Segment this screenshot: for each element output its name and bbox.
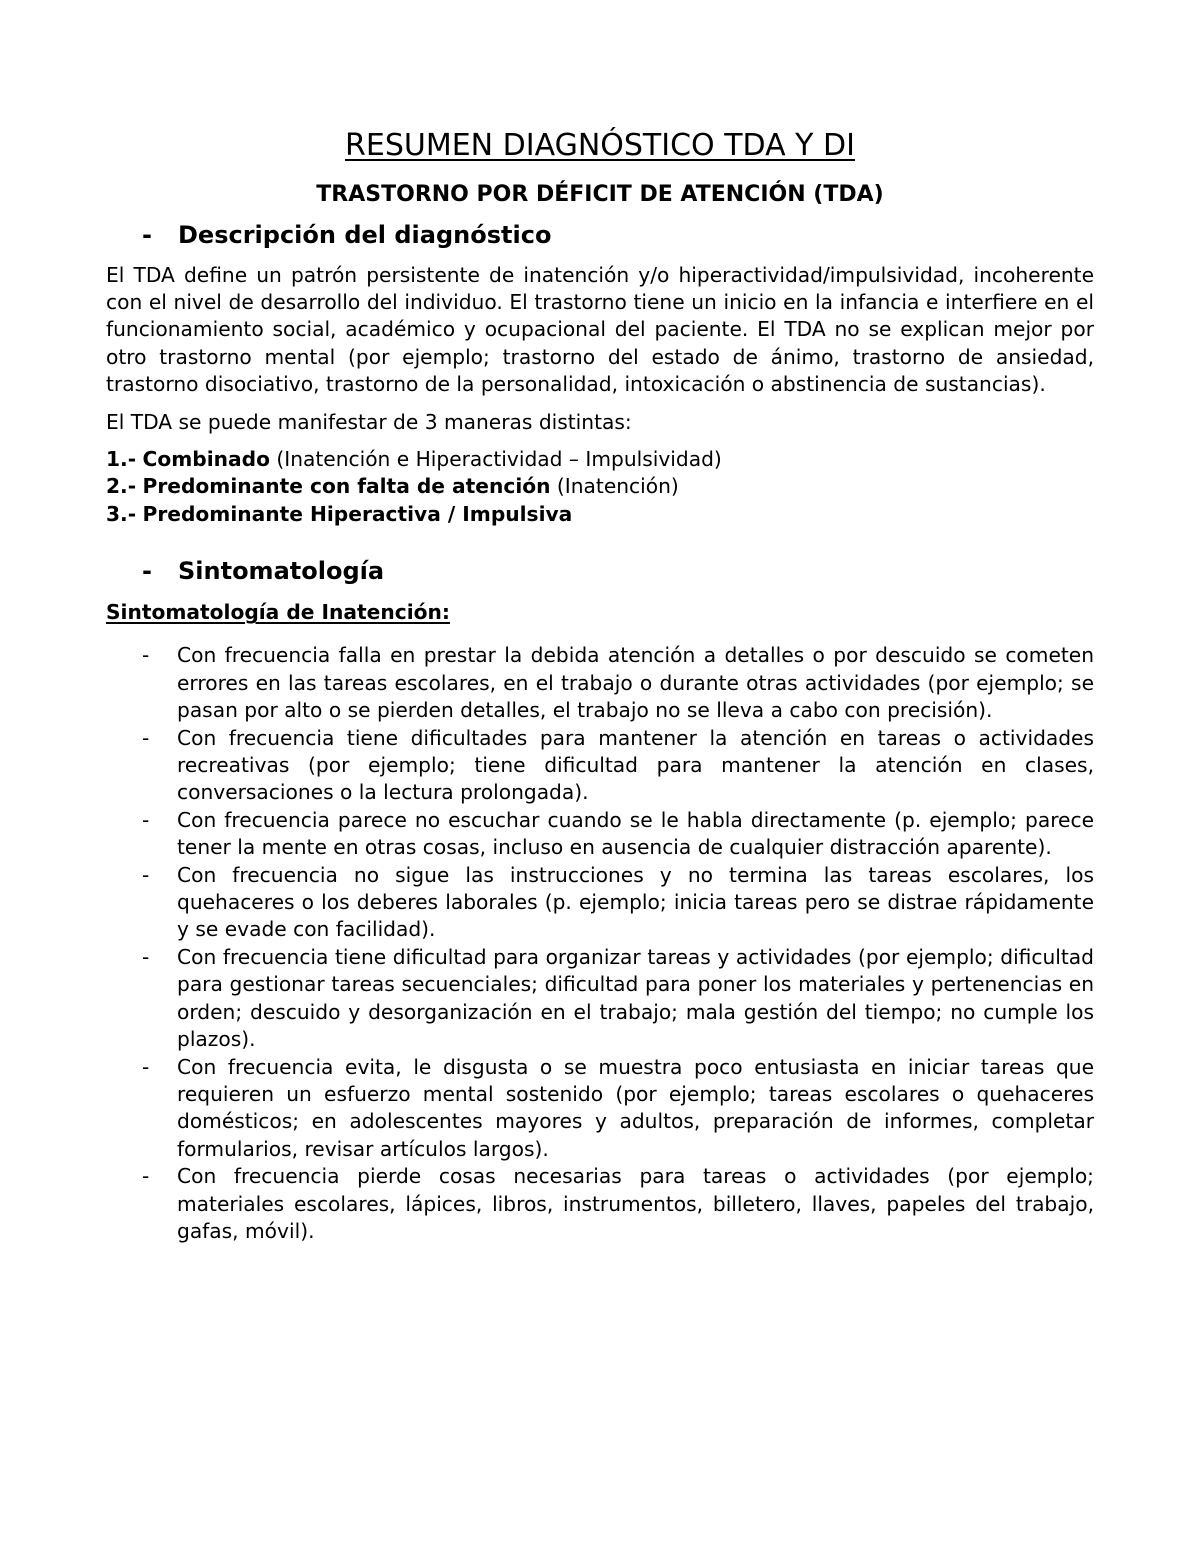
list-item-text: Con frecuencia parece no escuchar cuando se le habla directamente (p. ejemplo; parece tener la mente en otras cosas, incluso en ausencia de cualquier distracción aparente).	[177, 807, 1094, 860]
inattention-heading: Sintomatología de Inatención:	[106, 600, 450, 625]
subhead-description	[106, 220, 1094, 251]
bullet-dash: -	[142, 725, 150, 750]
dash-marker: -	[142, 557, 152, 586]
type-number: 3.-	[106, 501, 137, 526]
list-item-text: Con frecuencia evita, le disgusta o se muestra poco entusiasta en iniciar tareas que requieren un esfuerzo mental sostenido (por ejemplo; tareas escolares o quehaceres domésticos; en adolescentes mayores y adultos, preparación de informes, completar formularios, revisar artículos largos).	[177, 1054, 1094, 1161]
list-item-text: Con frecuencia tiene dificultad para organizar tareas y actividades (por ejemplo; dificultad para gestionar tareas secuenciales; dificultad para poner los materiales y pertenencias en orden; descuido y desorganización en el trabajo; mala gestión del tiempo; no cumple los plazos).	[177, 944, 1094, 1052]
document-title: RESUMEN DIAGNÓSTICO TDA Y DI	[345, 128, 855, 163]
list-item	[106, 1163, 1094, 1245]
type-item	[106, 446, 1094, 473]
subhead-symptoms-text: Sintomatología	[178, 557, 385, 586]
bullet-dash: -	[142, 643, 150, 668]
type-name: Combinado	[142, 447, 270, 472]
list-item-text: Con frecuencia pierde cosas necesarias para tareas o actividades (por ejemplo; materiales escolares, lápices, libros, instrumentos, billetero, llaves, papeles del trabajo, gafas, móvil).	[177, 1164, 1094, 1243]
type-detail: (Inatención)	[556, 474, 679, 499]
subhead-symptoms	[106, 556, 1094, 587]
dash-marker: -	[142, 221, 152, 250]
list-item-text: Con frecuencia no sigue las instrucciones y no termina las tareas escolares, los quehaceres o los deberes laborales (p. ejemplo; inicia tareas pero se distrae rápidamente y se evade con facilidad).	[177, 862, 1094, 942]
type-detail: (Inatención e Hiperactividad – Impulsividad)	[276, 447, 722, 472]
bullet-dash: -	[142, 862, 150, 887]
type-number: 2.-	[106, 474, 137, 499]
type-number: 1.-	[106, 447, 137, 472]
description-paragraph: El TDA define un patrón persistente de inatención y/o hiperactividad/impulsividad, incoherente con el nivel de desarrollo del individuo. El trastorno tiene un inicio en la infancia e interfiere en el funcionamiento social, académico y ocupacional del paciente. El TDA no se explican mejor por otro trastorno mental (por ejemplo; trastorno del estado de ánimo, trastorno de ansiedad, trastorno disociativo, trastorno de la personalidad, intoxicación o abstinencia de sustancias).	[106, 262, 1094, 397]
inattention-list	[106, 642, 1094, 1245]
manifest-intro: El TDA se puede manifestar de 3 maneras distintas:	[106, 409, 632, 434]
subhead-description-text: Descripción del diagnóstico	[178, 221, 552, 250]
type-name: Predominante con falta de atención	[142, 474, 551, 499]
list-item	[106, 944, 1094, 1054]
type-name: Predominante Hiperactiva / Impulsiva	[142, 501, 573, 526]
bullet-dash: -	[142, 944, 150, 969]
list-item	[106, 1054, 1094, 1164]
list-item-text: Con frecuencia tiene dificultades para mantener la atención en tareas o actividades recreativas (por ejemplo; tiene dificultad para mantener la atención en clases, conversaciones o la lectura prolongada).	[177, 725, 1094, 805]
list-item	[106, 807, 1094, 862]
bullet-dash: -	[142, 1054, 150, 1079]
list-item	[106, 642, 1094, 724]
types-list	[106, 446, 1094, 528]
list-item-text: Con frecuencia falla en prestar la debida atención a detalles o por descuido se cometen errores en las tareas escolares, en el trabajo o durante otras actividades (por ejemplo; se pasan por alto o se pierden detalles, el trabajo no se lleva a cabo con precisión).	[177, 643, 1094, 723]
section-title: TRASTORNO POR DÉFICIT DE ATENCIÓN (TDA)	[316, 182, 884, 207]
bullet-dash: -	[142, 807, 150, 832]
document-page	[106, 118, 1094, 1245]
list-item	[106, 725, 1094, 807]
type-item	[106, 501, 1094, 528]
type-item	[106, 473, 1094, 500]
bullet-dash: -	[142, 1164, 150, 1189]
list-item	[106, 862, 1094, 944]
